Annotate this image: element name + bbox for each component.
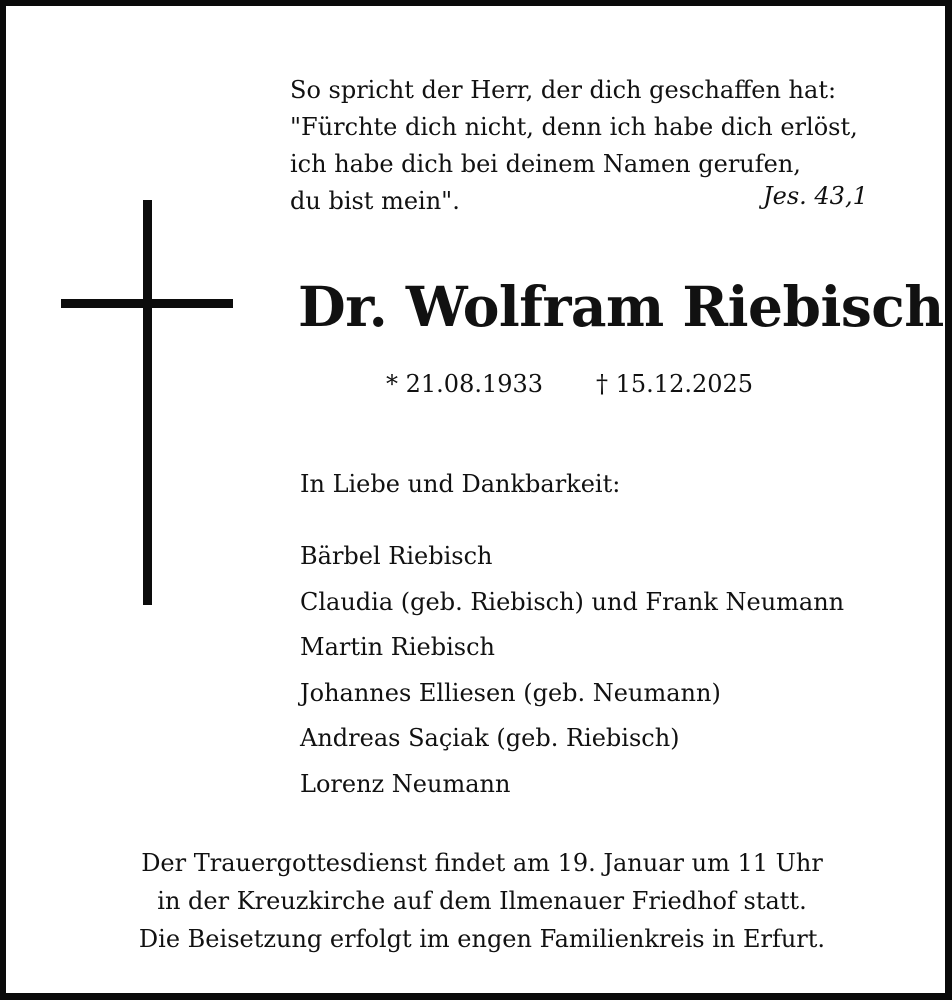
mourner-name: Claudia (geb. Riebisch) und Frank Neumann: [300, 587, 845, 616]
cross-horizontal-bar: [61, 299, 233, 308]
death-date: † 15.12.2025: [596, 370, 754, 398]
cross-vertical-bar: [143, 200, 152, 605]
service-line: in der Kreuzkirche auf dem Ilmenauer Friedhof statt.: [157, 887, 807, 915]
mourner-name: Bärbel Riebisch: [300, 542, 493, 570]
service-line: Der Trauergottesdienst findet am 19. Januar um 11 Uhr: [141, 849, 823, 877]
verse-line: So spricht der Herr, der dich geschaffen hat:: [290, 76, 837, 104]
verse-line: "Fürchte dich nicht, denn ich habe dich erlöst,: [290, 113, 858, 141]
mourners-intro: In Liebe und Dankbarkeit:: [300, 470, 621, 498]
mourners-list: [300, 534, 844, 807]
service-details: [6, 844, 952, 958]
verse-line: du bist mein".: [290, 187, 460, 215]
birth-date: * 21.08.1933: [386, 370, 544, 398]
mourner-name: Johannes Elliesen (geb. Neumann): [300, 678, 721, 707]
verse-reference: Jes. 43,1: [763, 182, 868, 210]
verse-line: ich habe dich bei deinem Namen gerufen,: [290, 150, 801, 178]
deceased-name: Dr. Wolfram Riebisch: [298, 274, 944, 339]
service-line: Die Beisetzung erfolgt im engen Familienkreis in Erfurt.: [138, 925, 826, 953]
mourner-name: Martin Riebisch: [300, 633, 495, 661]
mourner-name: Lorenz Neumann: [300, 769, 511, 798]
mourner-name: Andreas Saçiak (geb. Riebisch): [300, 724, 680, 752]
